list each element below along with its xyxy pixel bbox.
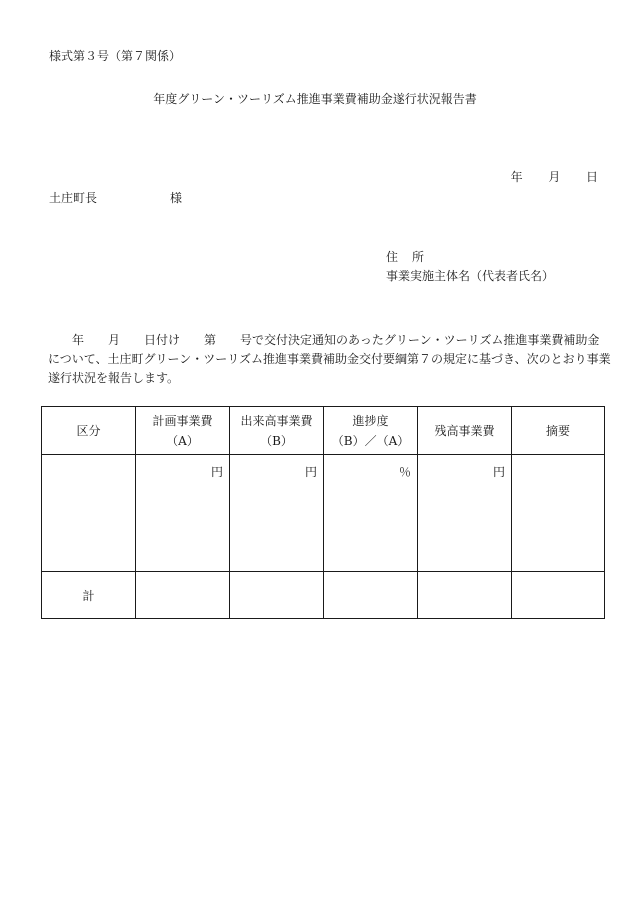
header-completed-cost-label: 出来高事業費: [240, 413, 313, 428]
unit-percent: ％: [398, 465, 411, 479]
total-label: 計: [42, 572, 136, 619]
table-total-row: [42, 572, 605, 619]
table-header-row: [42, 407, 605, 455]
date-day: 日: [585, 170, 598, 184]
document-title: 年度グリーン・ツーリズム推進事業費補助金遂行状況報告書: [153, 92, 477, 106]
header-category: 区分: [42, 407, 136, 455]
header-progress: [324, 407, 418, 455]
form-number: 様式第３号（第７関係）: [49, 49, 182, 63]
cell-remarks[interactable]: [512, 455, 605, 572]
header-progress-formula: （B）／（A）: [331, 433, 410, 448]
body-line-3: 遂行状況を報告します。: [48, 371, 180, 385]
unit-yen: 円: [210, 465, 223, 479]
header-completed-cost-code: （B）: [260, 433, 293, 448]
operator-label: 事業実施主体名（代表者氏名）: [386, 269, 555, 283]
header-progress-label: 進捗度: [352, 413, 389, 428]
table-row: [42, 455, 605, 572]
progress-report-table: [41, 406, 605, 619]
date-month: 月: [548, 170, 561, 184]
unit-yen: 円: [492, 465, 505, 479]
cell-progress[interactable]: [324, 455, 418, 572]
header-remarks: 摘要: [512, 407, 605, 455]
addressee-suffix: 様: [170, 191, 183, 205]
cell-remaining-cost[interactable]: [418, 455, 512, 572]
cell-category[interactable]: [42, 455, 136, 572]
body-text: [48, 331, 611, 388]
body-line-2: について、土庄町グリーン・ツーリズム推進事業費補助金交付要綱第７の規定に基づき、次のとおり事業: [48, 352, 611, 366]
total-completed-cost[interactable]: [230, 572, 324, 619]
address-label-first: 住: [386, 250, 399, 264]
header-completed-cost: [230, 407, 324, 455]
date-year: 年: [510, 170, 523, 184]
total-planned-cost[interactable]: [136, 572, 230, 619]
header-remaining-cost: 残高事業費: [418, 407, 512, 455]
cell-planned-cost[interactable]: [136, 455, 230, 572]
unit-yen: 円: [304, 465, 317, 479]
cell-completed-cost[interactable]: [230, 455, 324, 572]
date-line: [511, 171, 598, 183]
body-line-1: 年 月 日付け 第 号で交付決定通知のあったグリーン・ツーリズム推進事業費補助金: [48, 333, 600, 347]
addressee: 土庄町長: [49, 191, 98, 205]
address-label: [386, 251, 424, 263]
total-remaining-cost[interactable]: [418, 572, 512, 619]
address-label-second: 所: [412, 250, 425, 264]
total-remarks[interactable]: [512, 572, 605, 619]
header-planned-cost-code: （A）: [166, 433, 199, 448]
header-planned-cost-label: 計画事業費: [152, 413, 213, 428]
header-planned-cost: [136, 407, 230, 455]
total-progress[interactable]: [324, 572, 418, 619]
